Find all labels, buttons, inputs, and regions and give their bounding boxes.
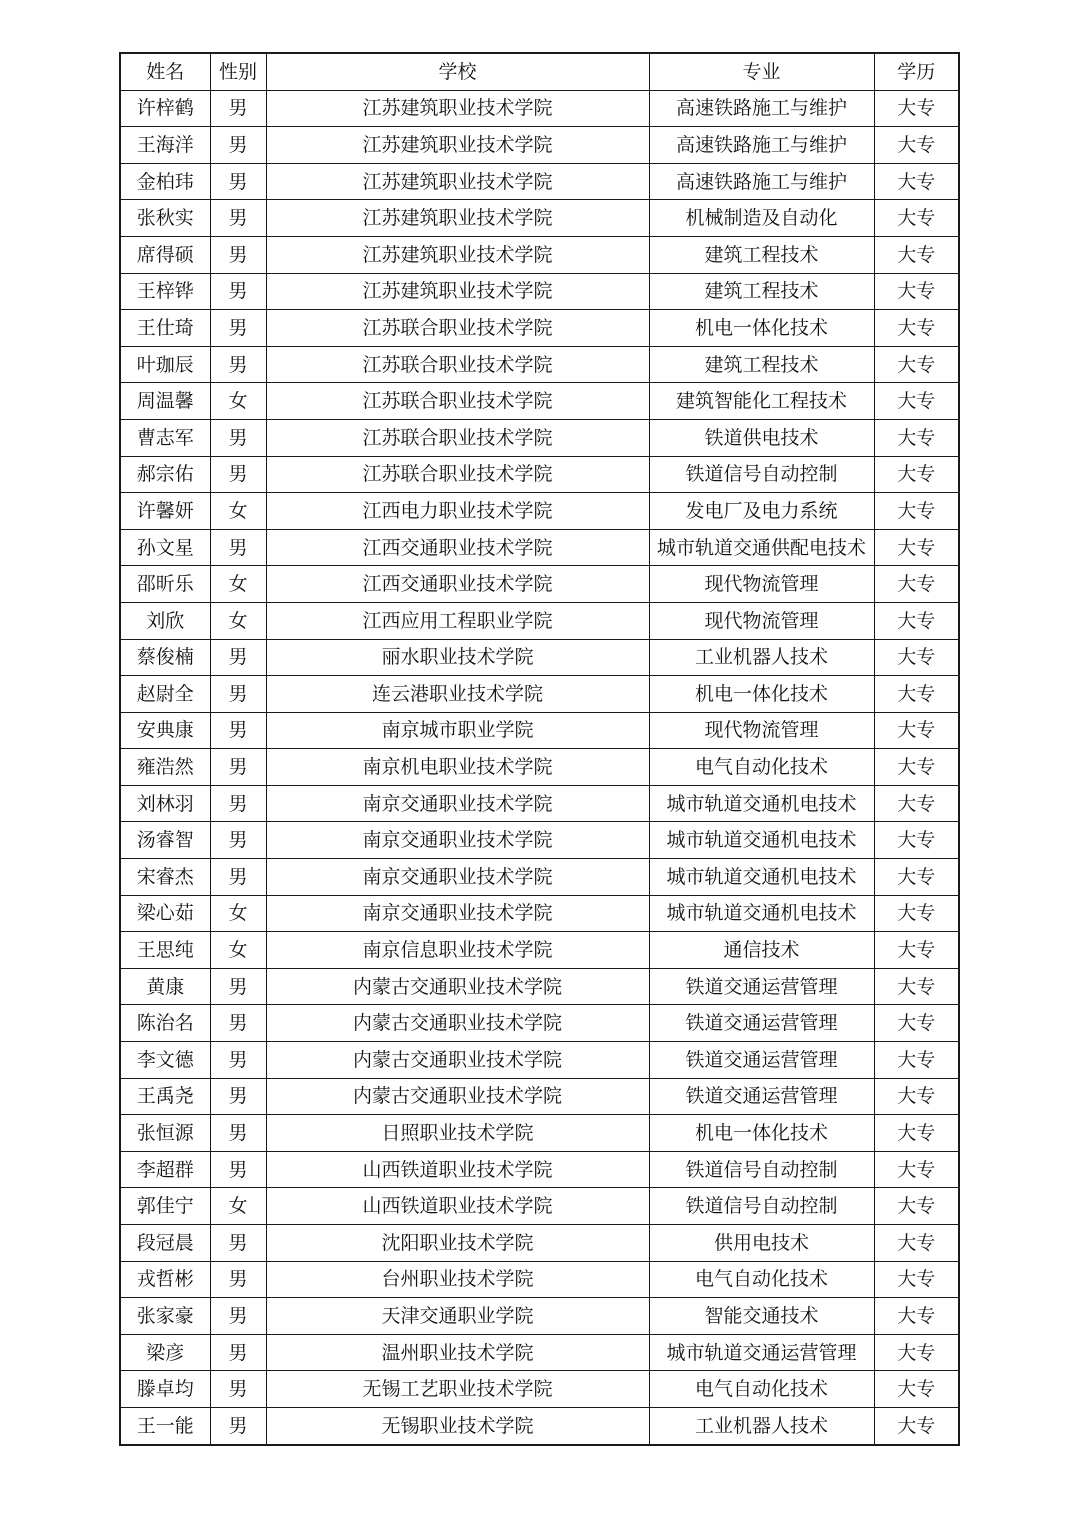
major-cell: 智能交通技术 [649, 1298, 874, 1335]
school-cell: 南京交通职业技术学院 [266, 822, 649, 859]
header-major: 专业 [649, 53, 874, 90]
name-cell: 汤睿智 [120, 822, 210, 859]
gender-cell: 男 [210, 785, 266, 822]
name-cell: 郭佳宁 [120, 1188, 210, 1225]
major-cell: 电气自动化技术 [649, 749, 874, 786]
school-cell: 南京城市职业学院 [266, 712, 649, 749]
gender-cell: 男 [210, 236, 266, 273]
degree-cell: 大专 [874, 1078, 959, 1115]
degree-cell: 大专 [874, 1407, 959, 1444]
table-row [120, 493, 959, 530]
degree-cell: 大专 [874, 968, 959, 1005]
school-cell: 台州职业技术学院 [266, 1261, 649, 1298]
gender-cell: 男 [210, 529, 266, 566]
major-cell: 电气自动化技术 [649, 1261, 874, 1298]
table-row [120, 1005, 959, 1042]
header-name: 姓名 [120, 53, 210, 90]
degree-cell: 大专 [874, 90, 959, 127]
degree-cell: 大专 [874, 1334, 959, 1371]
school-cell: 山西铁道职业技术学院 [266, 1151, 649, 1188]
gender-cell: 女 [210, 932, 266, 969]
major-cell: 铁道信号自动控制 [649, 1188, 874, 1225]
name-cell: 孙文星 [120, 529, 210, 566]
table-row [120, 859, 959, 896]
table-row [120, 712, 959, 749]
table-row [120, 163, 959, 200]
name-cell: 刘林羽 [120, 785, 210, 822]
name-cell: 滕卓均 [120, 1371, 210, 1408]
major-cell: 高速铁路施工与维护 [649, 90, 874, 127]
name-cell: 陈治名 [120, 1005, 210, 1042]
school-cell: 山西铁道职业技术学院 [266, 1188, 649, 1225]
degree-cell: 大专 [874, 785, 959, 822]
gender-cell: 男 [210, 968, 266, 1005]
school-cell: 江苏联合职业技术学院 [266, 310, 649, 347]
name-cell: 席得硕 [120, 236, 210, 273]
table-row [120, 127, 959, 164]
gender-cell: 女 [210, 602, 266, 639]
degree-cell: 大专 [874, 529, 959, 566]
degree-cell: 大专 [874, 163, 959, 200]
major-cell: 城市轨道交通供配电技术 [649, 529, 874, 566]
school-cell: 沈阳职业技术学院 [266, 1225, 649, 1262]
school-cell: 江苏联合职业技术学院 [266, 419, 649, 456]
major-cell: 铁道信号自动控制 [649, 456, 874, 493]
table-row [120, 932, 959, 969]
school-cell: 江西应用工程职业学院 [266, 602, 649, 639]
name-cell: 宋睿杰 [120, 859, 210, 896]
table-row [120, 1151, 959, 1188]
gender-cell: 男 [210, 712, 266, 749]
table-row [120, 968, 959, 1005]
school-cell: 连云港职业技术学院 [266, 676, 649, 713]
table-row [120, 1261, 959, 1298]
degree-cell: 大专 [874, 127, 959, 164]
major-cell: 机电一体化技术 [649, 1115, 874, 1152]
major-cell: 高速铁路施工与维护 [649, 163, 874, 200]
gender-cell: 男 [210, 749, 266, 786]
degree-cell: 大专 [874, 1005, 959, 1042]
name-cell: 曹志军 [120, 419, 210, 456]
name-cell: 王梓铧 [120, 273, 210, 310]
gender-cell: 男 [210, 419, 266, 456]
school-cell: 江西交通职业技术学院 [266, 566, 649, 603]
major-cell: 铁道交通运营管理 [649, 1078, 874, 1115]
degree-cell: 大专 [874, 1151, 959, 1188]
table-body [120, 90, 959, 1444]
major-cell: 现代物流管理 [649, 602, 874, 639]
gender-cell: 男 [210, 822, 266, 859]
name-cell: 周温馨 [120, 383, 210, 420]
gender-cell: 男 [210, 310, 266, 347]
student-roster-table [119, 52, 960, 1446]
degree-cell: 大专 [874, 493, 959, 530]
gender-cell: 男 [210, 456, 266, 493]
name-cell: 戎哲彬 [120, 1261, 210, 1298]
school-cell: 南京机电职业技术学院 [266, 749, 649, 786]
gender-cell: 男 [210, 1078, 266, 1115]
school-cell: 内蒙古交通职业技术学院 [266, 1005, 649, 1042]
major-cell: 铁道供电技术 [649, 419, 874, 456]
major-cell: 建筑工程技术 [649, 273, 874, 310]
school-cell: 日照职业技术学院 [266, 1115, 649, 1152]
name-cell: 李超群 [120, 1151, 210, 1188]
degree-cell: 大专 [874, 566, 959, 603]
table-row [120, 1042, 959, 1079]
gender-cell: 男 [210, 200, 266, 237]
major-cell: 工业机器人技术 [649, 639, 874, 676]
degree-cell: 大专 [874, 310, 959, 347]
degree-cell: 大专 [874, 895, 959, 932]
school-cell: 江苏联合职业技术学院 [266, 346, 649, 383]
table-row [120, 1078, 959, 1115]
table-row [120, 602, 959, 639]
school-cell: 江苏建筑职业技术学院 [266, 90, 649, 127]
name-cell: 蔡俊楠 [120, 639, 210, 676]
table-row [120, 1188, 959, 1225]
major-cell: 机械制造及自动化 [649, 200, 874, 237]
major-cell: 工业机器人技术 [649, 1407, 874, 1444]
major-cell: 现代物流管理 [649, 712, 874, 749]
gender-cell: 男 [210, 273, 266, 310]
gender-cell: 男 [210, 676, 266, 713]
major-cell: 城市轨道交通机电技术 [649, 859, 874, 896]
name-cell: 邵昕乐 [120, 566, 210, 603]
table-row [120, 90, 959, 127]
degree-cell: 大专 [874, 1115, 959, 1152]
degree-cell: 大专 [874, 639, 959, 676]
major-cell: 供用电技术 [649, 1225, 874, 1262]
table-row [120, 895, 959, 932]
degree-cell: 大专 [874, 456, 959, 493]
name-cell: 赵尉全 [120, 676, 210, 713]
table-row [120, 566, 959, 603]
name-cell: 张恒源 [120, 1115, 210, 1152]
name-cell: 段冠晨 [120, 1225, 210, 1262]
major-cell: 机电一体化技术 [649, 676, 874, 713]
degree-cell: 大专 [874, 346, 959, 383]
name-cell: 许馨妍 [120, 493, 210, 530]
degree-cell: 大专 [874, 273, 959, 310]
name-cell: 黄康 [120, 968, 210, 1005]
gender-cell: 男 [210, 90, 266, 127]
degree-cell: 大专 [874, 1261, 959, 1298]
table-row [120, 749, 959, 786]
table-row [120, 236, 959, 273]
name-cell: 张家豪 [120, 1298, 210, 1335]
gender-cell: 男 [210, 127, 266, 164]
table-row [120, 200, 959, 237]
name-cell: 梁心茹 [120, 895, 210, 932]
name-cell: 雍浩然 [120, 749, 210, 786]
school-cell: 内蒙古交通职业技术学院 [266, 1078, 649, 1115]
major-cell: 建筑智能化工程技术 [649, 383, 874, 420]
table-row [120, 1115, 959, 1152]
name-cell: 张秋实 [120, 200, 210, 237]
degree-cell: 大专 [874, 676, 959, 713]
gender-cell: 女 [210, 493, 266, 530]
school-cell: 江苏联合职业技术学院 [266, 456, 649, 493]
table-row [120, 1225, 959, 1262]
name-cell: 李文德 [120, 1042, 210, 1079]
table-row [120, 419, 959, 456]
major-cell: 铁道信号自动控制 [649, 1151, 874, 1188]
gender-cell: 男 [210, 1298, 266, 1335]
major-cell: 机电一体化技术 [649, 310, 874, 347]
school-cell: 温州职业技术学院 [266, 1334, 649, 1371]
roster-sheet [119, 52, 958, 1446]
name-cell: 叶珈辰 [120, 346, 210, 383]
gender-cell: 女 [210, 1188, 266, 1225]
name-cell: 王仕琦 [120, 310, 210, 347]
header-gender: 性别 [210, 53, 266, 90]
school-cell: 江苏建筑职业技术学院 [266, 163, 649, 200]
gender-cell: 女 [210, 383, 266, 420]
gender-cell: 女 [210, 566, 266, 603]
gender-cell: 男 [210, 163, 266, 200]
name-cell: 王禹尧 [120, 1078, 210, 1115]
major-cell: 高速铁路施工与维护 [649, 127, 874, 164]
gender-cell: 男 [210, 1334, 266, 1371]
degree-cell: 大专 [874, 859, 959, 896]
major-cell: 建筑工程技术 [649, 236, 874, 273]
table-row [120, 1298, 959, 1335]
table-row [120, 273, 959, 310]
major-cell: 现代物流管理 [649, 566, 874, 603]
degree-cell: 大专 [874, 822, 959, 859]
school-cell: 南京交通职业技术学院 [266, 895, 649, 932]
degree-cell: 大专 [874, 383, 959, 420]
major-cell: 铁道交通运营管理 [649, 968, 874, 1005]
degree-cell: 大专 [874, 419, 959, 456]
degree-cell: 大专 [874, 236, 959, 273]
table-row [120, 1371, 959, 1408]
school-cell: 天津交通职业学院 [266, 1298, 649, 1335]
school-cell: 江苏建筑职业技术学院 [266, 273, 649, 310]
table-row [120, 383, 959, 420]
major-cell: 城市轨道交通运营管理 [649, 1334, 874, 1371]
name-cell: 郝宗佑 [120, 456, 210, 493]
table-row [120, 529, 959, 566]
school-cell: 江西交通职业技术学院 [266, 529, 649, 566]
header-degree: 学历 [874, 53, 959, 90]
gender-cell: 男 [210, 1042, 266, 1079]
gender-cell: 男 [210, 859, 266, 896]
school-cell: 南京交通职业技术学院 [266, 785, 649, 822]
table-header [120, 53, 959, 90]
name-cell: 金柏玮 [120, 163, 210, 200]
degree-cell: 大专 [874, 602, 959, 639]
school-cell: 内蒙古交通职业技术学院 [266, 1042, 649, 1079]
table-row [120, 1334, 959, 1371]
name-cell: 王思纯 [120, 932, 210, 969]
header-row [120, 53, 959, 90]
gender-cell: 男 [210, 346, 266, 383]
degree-cell: 大专 [874, 1371, 959, 1408]
degree-cell: 大专 [874, 1225, 959, 1262]
major-cell: 城市轨道交通机电技术 [649, 785, 874, 822]
gender-cell: 男 [210, 1225, 266, 1262]
gender-cell: 男 [210, 1115, 266, 1152]
degree-cell: 大专 [874, 1188, 959, 1225]
degree-cell: 大专 [874, 712, 959, 749]
school-cell: 丽水职业技术学院 [266, 639, 649, 676]
name-cell: 王海洋 [120, 127, 210, 164]
gender-cell: 男 [210, 1005, 266, 1042]
major-cell: 建筑工程技术 [649, 346, 874, 383]
degree-cell: 大专 [874, 932, 959, 969]
school-cell: 南京信息职业技术学院 [266, 932, 649, 969]
school-cell: 内蒙古交通职业技术学院 [266, 968, 649, 1005]
major-cell: 铁道交通运营管理 [649, 1005, 874, 1042]
name-cell: 王一能 [120, 1407, 210, 1444]
table-row [120, 822, 959, 859]
header-school: 学校 [266, 53, 649, 90]
table-row [120, 676, 959, 713]
school-cell: 江西电力职业技术学院 [266, 493, 649, 530]
school-cell: 江苏联合职业技术学院 [266, 383, 649, 420]
degree-cell: 大专 [874, 1298, 959, 1335]
degree-cell: 大专 [874, 200, 959, 237]
major-cell: 通信技术 [649, 932, 874, 969]
school-cell: 江苏建筑职业技术学院 [266, 127, 649, 164]
table-row [120, 785, 959, 822]
name-cell: 梁彦 [120, 1334, 210, 1371]
gender-cell: 男 [210, 639, 266, 676]
major-cell: 发电厂及电力系统 [649, 493, 874, 530]
school-cell: 江苏建筑职业技术学院 [266, 236, 649, 273]
table-row [120, 310, 959, 347]
table-row [120, 456, 959, 493]
school-cell: 江苏建筑职业技术学院 [266, 200, 649, 237]
school-cell: 南京交通职业技术学院 [266, 859, 649, 896]
school-cell: 无锡职业技术学院 [266, 1407, 649, 1444]
gender-cell: 男 [210, 1371, 266, 1408]
gender-cell: 男 [210, 1407, 266, 1444]
major-cell: 城市轨道交通机电技术 [649, 895, 874, 932]
school-cell: 无锡工艺职业技术学院 [266, 1371, 649, 1408]
major-cell: 城市轨道交通机电技术 [649, 822, 874, 859]
degree-cell: 大专 [874, 1042, 959, 1079]
gender-cell: 男 [210, 1261, 266, 1298]
name-cell: 刘欣 [120, 602, 210, 639]
gender-cell: 男 [210, 1151, 266, 1188]
major-cell: 铁道交通运营管理 [649, 1042, 874, 1079]
gender-cell: 女 [210, 895, 266, 932]
table-row [120, 346, 959, 383]
name-cell: 许梓鹤 [120, 90, 210, 127]
table-row [120, 639, 959, 676]
major-cell: 电气自动化技术 [649, 1371, 874, 1408]
table-row [120, 1407, 959, 1444]
name-cell: 安典康 [120, 712, 210, 749]
degree-cell: 大专 [874, 749, 959, 786]
